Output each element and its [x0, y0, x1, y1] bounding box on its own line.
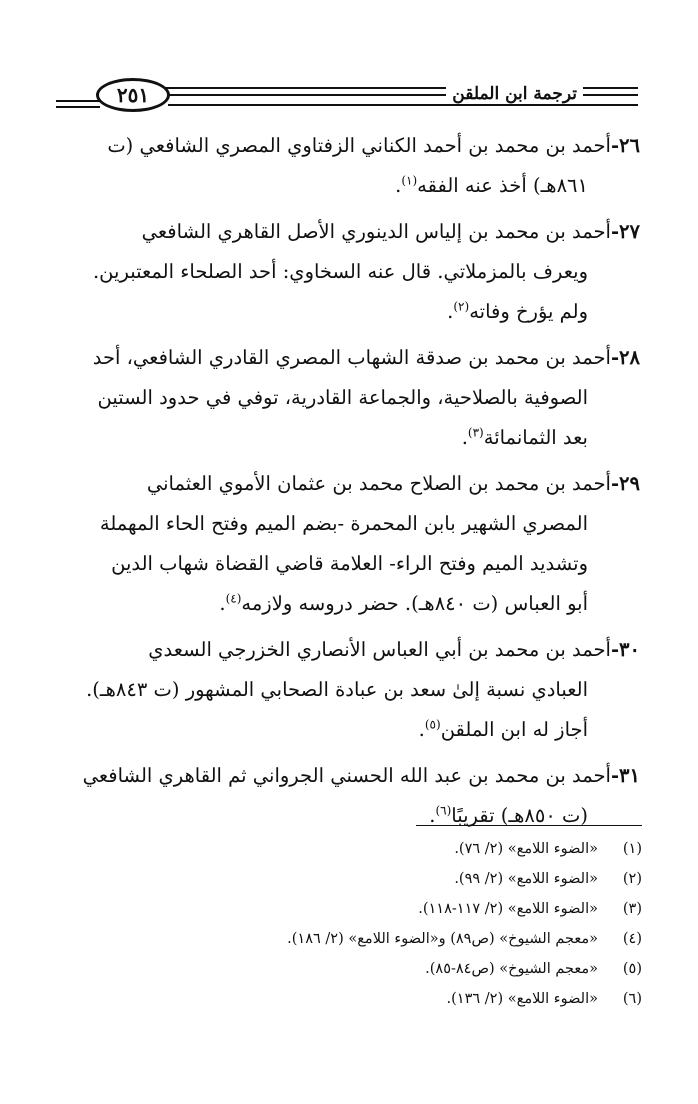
entry-line: ٨٦١هـ) أخذ عنه الفقه — [417, 174, 588, 197]
entry-line: أحمد بن محمد بن صدقة الشهاب المصري القادري الشافعي، أحد — [92, 346, 611, 369]
entry-line: أجاز له ابن الملقن — [440, 718, 588, 741]
entry-number: ٣١- — [610, 764, 640, 787]
entry-28: ٢٨-أحمد بن محمد بن صدقة الشهاب المصري القادري الشافعي، أحد الصوفية بالصلاحية، والجماعة القادرية، توفي في حدود الستين بعد الثمانمائة$^{(٣)}$. — [56, 338, 640, 458]
footnote-text: «الضوء اللامع» (٢/ ١٣٦). — [446, 991, 598, 1007]
footnote-number: (٦) — [622, 991, 642, 1007]
header-rule-right-a — [593, 87, 638, 89]
header-rule-bottom — [168, 104, 638, 106]
footnote-item — [162, 834, 642, 864]
footnote-number: (١) — [622, 841, 642, 857]
entry-line: بعد الثمانمائة — [483, 426, 588, 449]
entry-line: ولم يؤرخ وفاته — [469, 300, 588, 323]
entry-line: أحمد بن محمد بن أبي العباس الأنصاري الخزرجي السعدي — [148, 638, 611, 661]
footnote-item — [162, 984, 642, 1014]
entry-line: أحمد بن محمد بن الصلاح محمد بن عثمان الأموي العثماني — [146, 472, 611, 495]
footnote-ref[interactable]: (١) — [401, 173, 418, 188]
header-title: ترجمة ابن الملقن — [446, 84, 583, 104]
entry-number: ٢٧- — [610, 220, 640, 243]
footnote-item — [162, 864, 642, 894]
footnote-text: «الضوء اللامع» (٢/ ٩٩). — [454, 871, 598, 887]
entry-line: أحمد بن محمد بن عبد الله الحسني الجرواني ثم القاهري الشافعي — [82, 764, 611, 787]
footnote-text: «معجم الشيوخ» (ص٨٩) و«الضوء اللامع» (٢/ ١٨٦). — [287, 931, 598, 947]
entry-line: أحمد بن محمد بن أحمد الكناني الزفتاوي المصري الشافعي (ت — [107, 134, 611, 157]
entry-number: ٢٨- — [610, 346, 640, 369]
entry-line: الصوفية بالصلاحية، والجماعة القادرية، توفي في حدود الستين — [97, 386, 588, 409]
entry-number: ٢٦- — [610, 134, 640, 157]
header-rule-left-b — [56, 106, 100, 108]
footnote-number: (٤) — [622, 931, 642, 947]
entry-line: وتشديد الميم وفتح الراء- العلامة قاضي القضاة شهاب الدين — [111, 552, 588, 575]
footnotes — [162, 834, 642, 1014]
entry-30: ٣٠-أحمد بن محمد بن أبي العباس الأنصاري الخزرجي السعدي العبادي نسبة إلىٰ سعد بن عبادة الصحابي المشهور (ت ٨٤٣هـ). أجاز له ابن الملقن$^{(٥)}$. — [56, 630, 640, 750]
footnote-item — [162, 924, 642, 954]
footnote-number: (٣) — [622, 901, 642, 917]
footnote-separator — [416, 825, 642, 826]
entry-line: المصري الشهير بابن المحمرة -بضم الميم وفتح الحاء المهملة — [99, 512, 588, 535]
entry-27: ٢٧-أحمد بن محمد بن إلياس الدينوري الأصل القاهري الشافعي ويعرف بالمزملاتي. قال عنه السخاوي: أحد الصلحاء المعتبرين. ولم يؤرخ وفاته$^{(٢)}$. — [56, 212, 640, 332]
entry-26: ٢٦-أحمد بن محمد بن أحمد الكناني الزفتاوي المصري الشافعي (ت ٨٦١هـ) أخذ عنه الفقه$^{(١)}$. — [107, 134, 640, 197]
footnote-number: (٢) — [622, 871, 642, 887]
footnote-ref[interactable]: (٢) — [453, 299, 470, 314]
running-header — [56, 74, 638, 120]
entry-line: (ت ٨٥٠هـ) تقريبًا — [451, 804, 588, 827]
footnote-ref[interactable]: (٤) — [225, 591, 242, 606]
footnote-ref[interactable]: (٦) — [435, 803, 452, 818]
entry-29: ٢٩-أحمد بن محمد بن الصلاح محمد بن عثمان الأموي العثماني المصري الشهير بابن المحمرة -بضم الميم وفتح الحاء المهملة وتشديد الميم وفتح الراء- العلامة قاضي القضاة شهاب الدين أبو العباس (ت ٨٤٠هـ). حضر دروسه ولازمه$^{(٤)}$. — [56, 464, 640, 624]
footnote-item — [162, 954, 642, 984]
footnote-text: «معجم الشيوخ» (ص٨٤-٨٥). — [425, 961, 598, 977]
footnote-number: (٥) — [622, 961, 642, 977]
page-number: ٢٥١ — [116, 83, 150, 107]
entry-line: العبادي نسبة إلىٰ سعد بن عبادة الصحابي المشهور (ت ٨٤٣هـ). — [86, 678, 588, 701]
entry-31: ٣١-أحمد بن محمد بن عبد الله الحسني الجرواني ثم القاهري الشافعي (ت ٨٥٠هـ) تقريبًا$^{(٦)}$. — [82, 764, 640, 827]
footnote-ref[interactable]: (٥) — [424, 717, 441, 732]
footnote-ref[interactable]: (٣) — [467, 425, 484, 440]
entry-line: ويعرف بالمزملاتي. قال عنه السخاوي: أحد الصلحاء المعتبرين. — [92, 260, 588, 283]
biography-entries — [56, 126, 640, 842]
page-number-badge — [96, 78, 170, 112]
footnote-text: «الضوء اللامع» (٢/ ٧٦). — [454, 841, 598, 857]
entry-number: ٣٠- — [610, 638, 640, 661]
entry-line: أحمد بن محمد بن إلياس الدينوري الأصل القاهري الشافعي — [141, 220, 611, 243]
entry-line: أبو العباس (ت ٨٤٠هـ). حضر دروسه ولازمه — [241, 592, 588, 615]
footnote-item — [162, 894, 642, 924]
entry-number: ٢٩- — [610, 472, 640, 495]
footnote-text: «الضوء اللامع» (٢/ ١١٧-١١٨). — [418, 901, 598, 917]
header-rule-left-a — [56, 100, 100, 102]
